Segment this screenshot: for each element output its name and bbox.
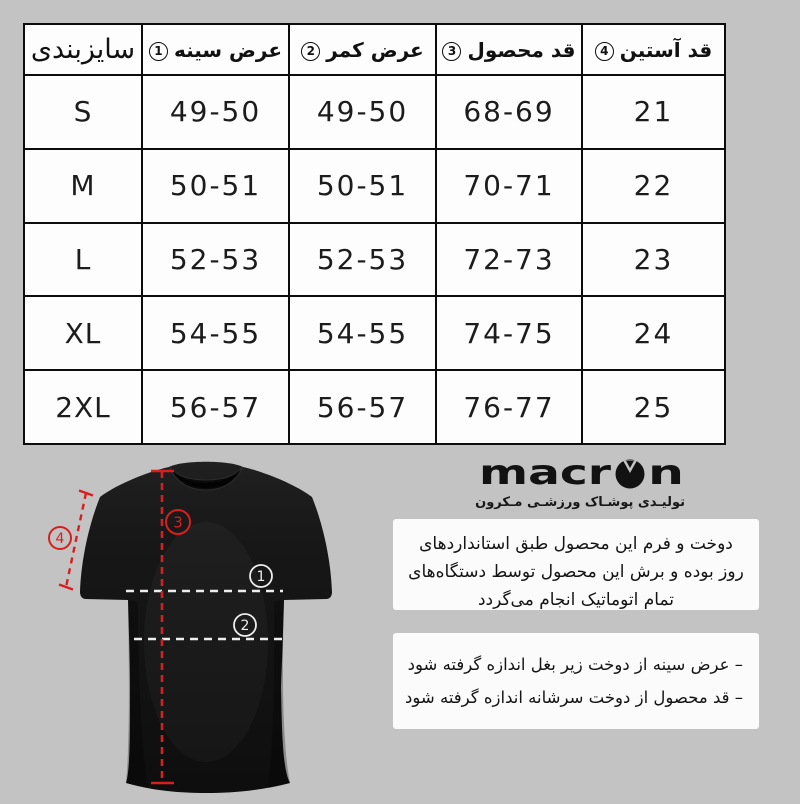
size-label: XL xyxy=(24,296,142,370)
size-chart-header-row xyxy=(24,24,725,75)
size-chart-table xyxy=(23,23,726,445)
header-product-length xyxy=(436,24,582,75)
chest-value: 50-51 xyxy=(142,149,289,223)
size-label: S xyxy=(24,75,142,149)
length-value: 74-75 xyxy=(436,296,582,370)
header-size: سایزبندی xyxy=(24,24,142,75)
chest-value: 56-57 xyxy=(142,370,289,444)
header-chest-width xyxy=(142,24,289,75)
svg-text:3: 3 xyxy=(173,513,183,532)
macron-emblem-icon xyxy=(616,460,645,489)
production-note-text: دوخت و فرم این محصول طبق استانداردهای روز بوده و برش این محصول توسط دستگاه‌های تمام اتوماتیک انجام می‌گردد xyxy=(408,534,744,610)
header-chest-width-label: عرض سینه xyxy=(173,37,283,62)
length-value: 72-73 xyxy=(436,223,582,297)
circled-4-icon: 4 xyxy=(595,42,614,61)
header-sleeve-length xyxy=(582,24,725,75)
waist-value: 52-53 xyxy=(289,223,436,297)
sleeve-label-circle xyxy=(49,527,71,549)
circled-3-icon: 3 xyxy=(442,42,461,61)
waist-value: 54-55 xyxy=(289,296,436,370)
chest-value: 49-50 xyxy=(142,75,289,149)
header-product-length-label: قد محصول xyxy=(467,37,576,62)
tshirt-graphic xyxy=(22,452,394,800)
chest-value: 54-55 xyxy=(142,296,289,370)
sleeve-value: 24 xyxy=(582,296,725,370)
waist-value: 56-57 xyxy=(289,370,436,444)
length-value: 76-77 xyxy=(436,370,582,444)
table-row-s xyxy=(24,75,725,149)
table-row-xl xyxy=(24,296,725,370)
chest-value: 52-53 xyxy=(142,223,289,297)
size-chart xyxy=(23,23,726,445)
measurement-note-line-1: – عرض سینه از دوخت زیر بغل اندازه گرفته شود xyxy=(407,655,743,674)
length-value: 70-71 xyxy=(436,149,582,223)
table-row-2xl xyxy=(24,370,725,444)
size-label: M xyxy=(24,149,142,223)
tshirt-measurement-diagram xyxy=(22,452,394,800)
production-note-box xyxy=(393,519,759,610)
header-waist-width-label: عرض کمر xyxy=(326,37,424,62)
header-sleeve-length-label: قد آستین xyxy=(619,37,713,62)
svg-text:2: 2 xyxy=(240,618,250,634)
waist-value: 50-51 xyxy=(289,149,436,223)
circled-1-icon: 1 xyxy=(149,42,168,61)
size-label: 2XL xyxy=(24,370,142,444)
sleeve-value: 25 xyxy=(582,370,725,444)
sleeve-value: 21 xyxy=(582,75,725,149)
sleeve-value: 22 xyxy=(582,149,725,223)
brand-subtitle: تولیـدی پوشـاک ورزشـی مـکرون xyxy=(475,495,685,510)
macron-wordmark-left: macr xyxy=(479,458,612,490)
macron-logo xyxy=(479,458,685,490)
measurement-note-box xyxy=(393,633,759,729)
svg-text:1: 1 xyxy=(256,569,266,585)
macron-wordmark-right: n xyxy=(648,458,684,490)
brand-block xyxy=(475,458,685,510)
circled-2-icon: 2 xyxy=(301,42,320,61)
size-label: L xyxy=(24,223,142,297)
table-row-l xyxy=(24,223,725,297)
table-row-m xyxy=(24,149,725,223)
length-value: 68-69 xyxy=(436,75,582,149)
header-waist-width xyxy=(289,24,436,75)
measurement-note-line-2: – قد محصول از دوخت سرشانه اندازه گرفته شود xyxy=(405,688,743,707)
svg-text:4: 4 xyxy=(55,531,65,547)
waist-value: 49-50 xyxy=(289,75,436,149)
sleeve-value: 23 xyxy=(582,223,725,297)
